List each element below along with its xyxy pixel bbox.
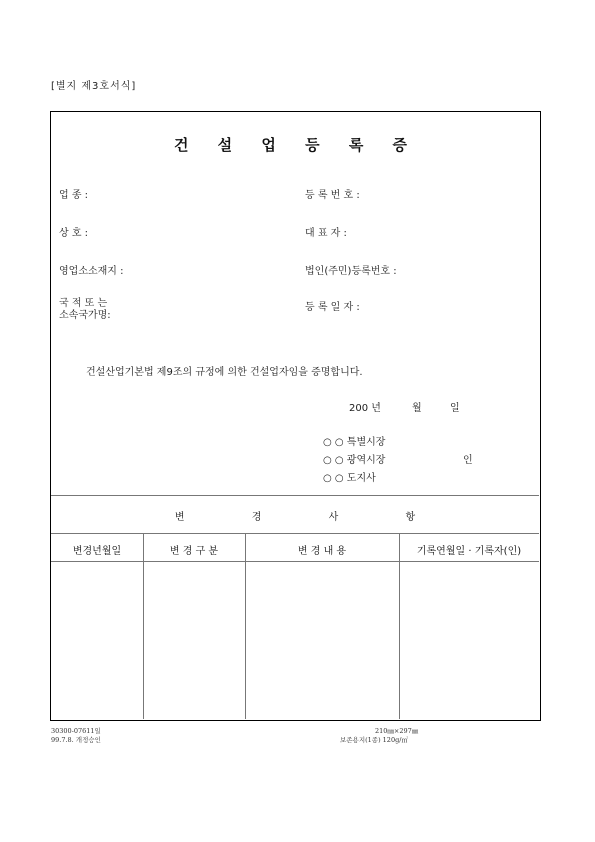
representative-label: 대 표 자 : [305, 228, 347, 239]
nationality-label-line1: 국 적 또 는 [59, 298, 108, 309]
trade-name-label: 상 호 : [59, 228, 89, 239]
issuer-metro-city-mayor: ○ ○ 광역시장 [323, 455, 386, 466]
date-year: 200 년 [349, 403, 381, 414]
change-title-char: 사 [328, 512, 339, 523]
form-reference: [별지 제3호서식] [51, 81, 137, 92]
date-day: 일 [450, 403, 460, 414]
certificate-title: 건 설 업 등 록 증 [173, 136, 420, 154]
seal-mark: 인 [463, 455, 473, 466]
corporate-id-label: 법인(주민)등록번호 : [305, 266, 397, 277]
registration-number-label: 등 록 번 호 : [305, 190, 360, 201]
table-column-divider [399, 534, 400, 719]
column-header-change-date: 변경년월일 [72, 546, 122, 557]
change-title-char: 경 [251, 512, 262, 523]
footer-paper-type: 보존용지(1종) 120g/㎡ [340, 736, 408, 744]
footer-paper-size: 210㎜×297㎜ [375, 727, 419, 735]
table-header-border [51, 561, 539, 562]
column-header-change-type: 변 경 구 분 [169, 546, 219, 557]
column-header-recorder: 기록연월일 · 기록자(인) [416, 546, 522, 557]
date-month: 월 [412, 403, 422, 414]
issuer-governor: ○ ○ 도지사 [323, 473, 376, 484]
table-top-border [51, 533, 539, 534]
change-history-title [51, 508, 539, 523]
issuer-metropolitan-mayor: ○ ○ 특별시장 [323, 437, 386, 448]
section-divider [51, 495, 539, 496]
table-column-divider [143, 534, 144, 719]
industry-label: 업 종 : [59, 190, 89, 201]
change-title-char: 변 [174, 512, 185, 523]
registration-date-label: 등 록 일 자 : [305, 302, 360, 313]
certificate-frame [50, 111, 541, 721]
footer-revision: 99.7.8. 개정승인 [51, 736, 101, 744]
change-title-char: 항 [405, 512, 416, 523]
column-header-change-content: 변 경 내 용 [297, 546, 347, 557]
nationality-label-line2: 소속국가명: [59, 310, 111, 321]
table-column-divider [245, 534, 246, 719]
footer-form-code: 30300-07611일 [51, 727, 101, 735]
business-address-label: 영업소소재지 : [59, 266, 124, 277]
certification-statement: 건설산업기본법 제9조의 규정에 의한 건설업자임을 증명합니다. [86, 367, 363, 378]
